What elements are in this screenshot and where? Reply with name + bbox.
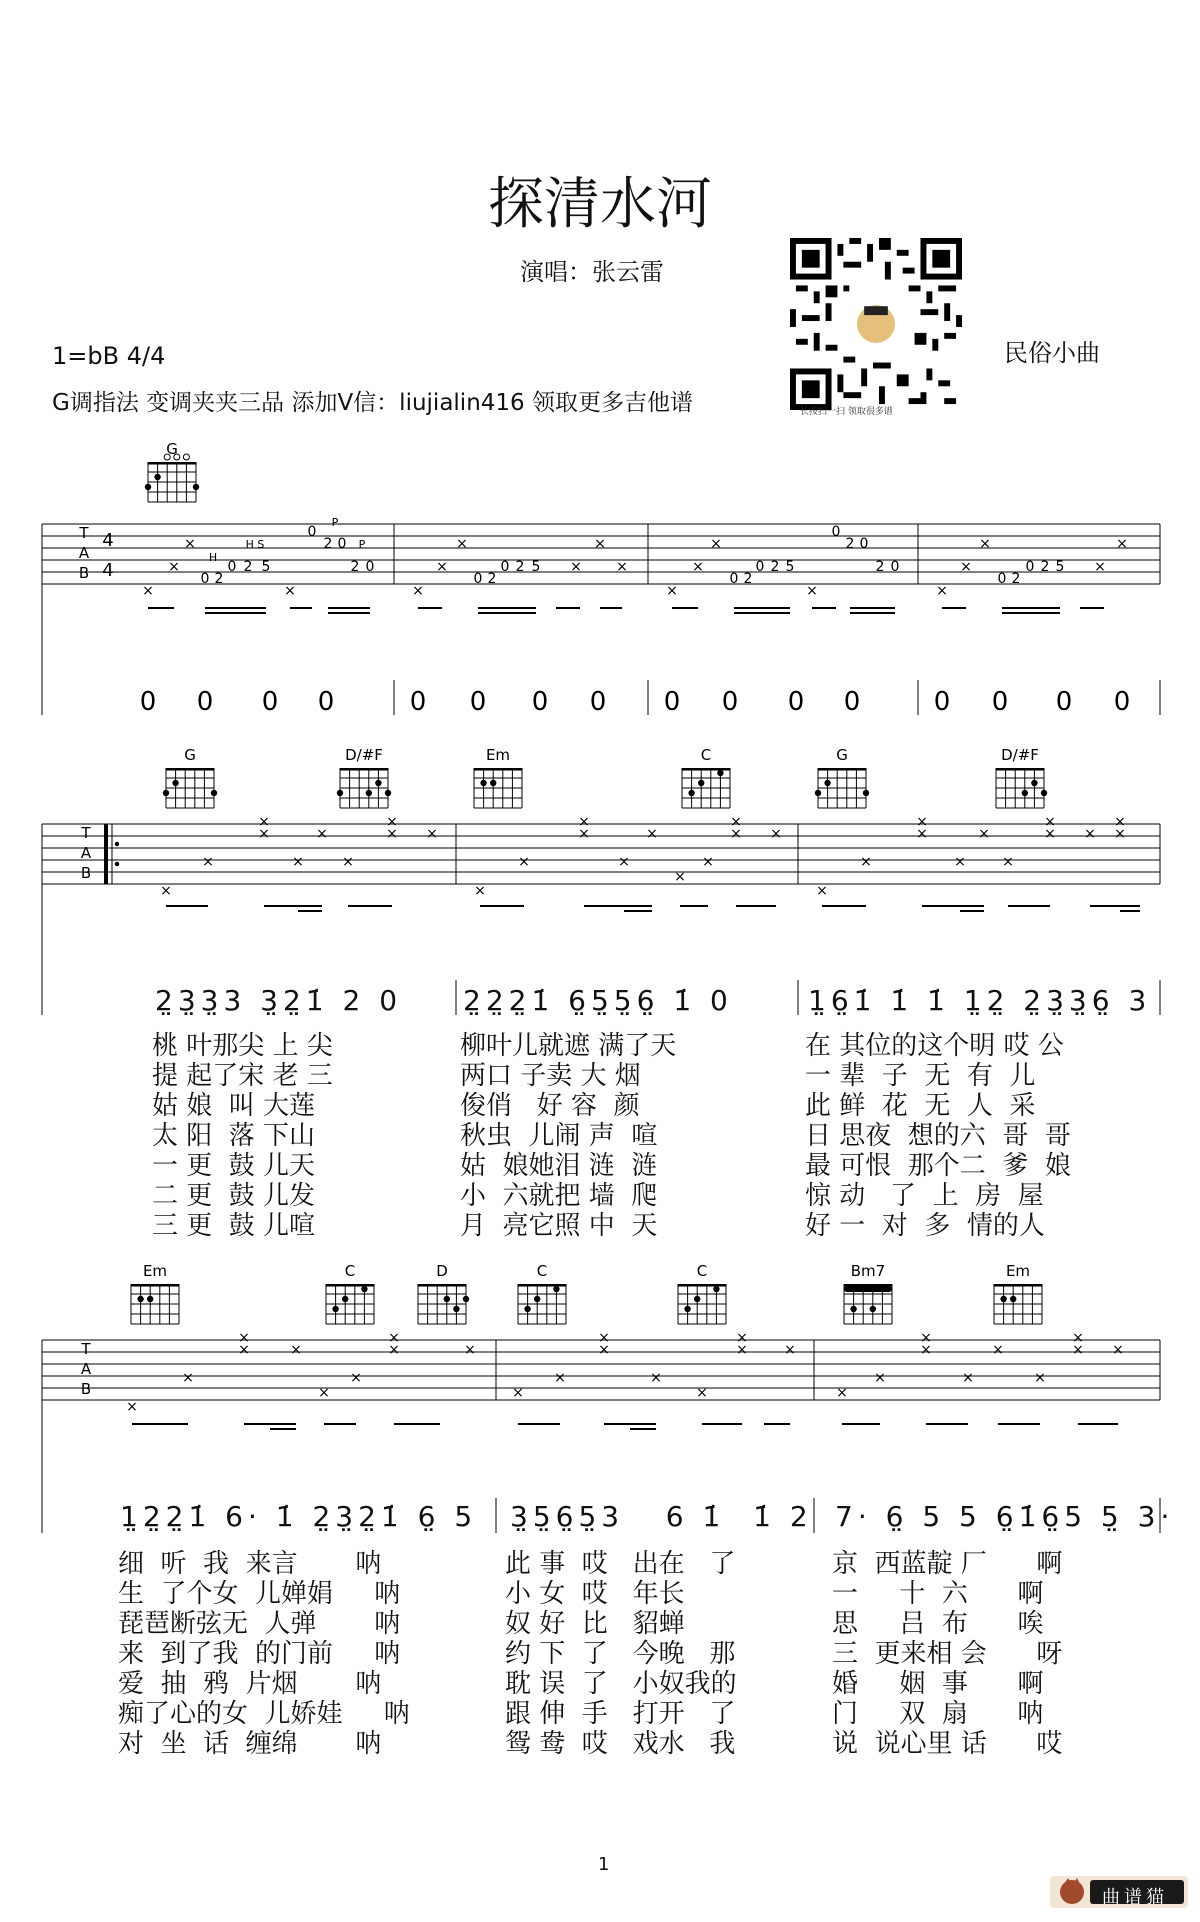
hammer-mark: H [208, 551, 218, 564]
system-1-strum-marks [160, 814, 1126, 899]
svg-text:0: 0 [473, 571, 483, 587]
system-2-tab [0, 1258, 1200, 1540]
svg-text:0: 0 [469, 687, 487, 717]
chord-label-em-3: Em [1005, 1262, 1031, 1280]
lyric-line: 三 更 鼓 儿喧 [152, 1211, 316, 1241]
intro-rhythm-beams [148, 608, 1104, 613]
svg-text:2: 2 [214, 571, 224, 587]
svg-text:×: × [920, 1330, 932, 1346]
svg-text:×: × [238, 1342, 250, 1358]
svg-text:×: × [962, 1370, 974, 1386]
lyric-line: 柳叶儿就遮 满了天 [460, 1031, 677, 1061]
svg-text:0: 0 [755, 559, 765, 575]
chord-diagram-em-3 [994, 1284, 1042, 1324]
svg-text:0: 0 [531, 687, 549, 717]
svg-text:×: × [474, 883, 486, 899]
lyric-line: 俊俏 好 容 颜 [460, 1091, 640, 1121]
svg-text:0: 0 [843, 687, 861, 717]
intro-jianpu-rests [140, 687, 1131, 717]
svg-text:×: × [512, 1385, 524, 1401]
svg-text:×: × [692, 559, 704, 575]
svg-text:×: × [386, 826, 398, 842]
svg-text:×: × [916, 826, 928, 842]
lyric-line: 一 更 鼓 儿天 [152, 1151, 316, 1181]
lyric-line: 耽 误 了 小奴我的 [505, 1669, 737, 1699]
svg-text:×: × [954, 854, 966, 870]
svg-text:×: × [816, 883, 828, 899]
svg-text:×: × [1044, 814, 1056, 830]
svg-text:×: × [784, 1342, 796, 1358]
lyric-line: 二 更 鼓 儿发 [152, 1181, 316, 1211]
svg-text:2: 2 [350, 559, 360, 575]
system-1-jianpu-measure-3: 1̤6̤1̇ 1̇ 1̇ 1̤2̤ 2̤3̤3̤6̤ 3 [808, 984, 1152, 1017]
svg-text:2: 2 [323, 536, 333, 552]
tab-letter-t-1: T [81, 824, 91, 842]
svg-text:0: 0 [196, 687, 214, 717]
chord-diagram-c-1 [682, 768, 730, 808]
chord-diagram-c-2 [326, 1284, 374, 1324]
svg-text:×: × [1044, 826, 1056, 842]
intro-tab-system [0, 430, 1200, 730]
lyric-line: 奴 好 比 貂蝉 [505, 1609, 685, 1639]
svg-text:×: × [284, 583, 296, 599]
chord-label-c-4: C [696, 1262, 708, 1280]
lyric-line: 日 思夜 想的六 哥 哥 [805, 1121, 1071, 1151]
svg-text:×: × [436, 559, 448, 575]
svg-text:2: 2 [243, 559, 253, 575]
chord-diagram-g [145, 454, 199, 502]
svg-text:×: × [836, 1385, 848, 1401]
svg-text:×: × [412, 583, 424, 599]
chord-label-em: Em [485, 746, 511, 764]
lyric-line: 太 阳 落 下山 [152, 1121, 316, 1151]
svg-text:0: 0 [1025, 559, 1035, 575]
site-logo[interactable] [1050, 1870, 1190, 1912]
svg-text:2: 2 [1011, 571, 1021, 587]
svg-text:×: × [770, 826, 782, 842]
lyric-line: 惊 动 了 上 房 屋 [805, 1181, 1044, 1211]
svg-text:×: × [388, 1342, 400, 1358]
svg-text:0: 0 [729, 571, 739, 587]
lyric-line: 月 亮它照 中 天 [460, 1211, 658, 1241]
svg-text:×: × [184, 536, 196, 552]
chord-diagram-g-2 [815, 768, 869, 808]
lyric-line: 此 鲜 花 无 人 采 [805, 1091, 1036, 1121]
lyric-line: 两口 子卖 大 烟 [460, 1061, 641, 1091]
svg-text:×: × [916, 814, 928, 830]
svg-text:×: × [616, 559, 628, 575]
svg-text:×: × [598, 1330, 610, 1346]
svg-text:0: 0 [997, 571, 1007, 587]
intro-measure-3-notes [666, 524, 899, 599]
qr-caption: 长按扫一扫 领取很多谱 [800, 407, 893, 417]
svg-text:0: 0 [991, 687, 1009, 717]
svg-text:0: 0 [831, 524, 841, 540]
svg-text:×: × [578, 814, 590, 830]
lyric-line: 姑 娘她泪 涟 涟 [460, 1151, 658, 1181]
system-2-jianpu-measure-1: 1̤2̤2̤1̇ 6· 1̇ 2̤3̤2̤1̇ 6̤ 5 [120, 1500, 478, 1533]
key-signature: 1=bB 4/4 [52, 342, 166, 370]
svg-text:×: × [1094, 559, 1106, 575]
chord-label-c-2: C [344, 1262, 356, 1280]
chord-label-g: G [184, 746, 196, 764]
lyric-line: 一 辈 子 无 有 儿 [805, 1061, 1036, 1091]
svg-text:×: × [1084, 826, 1096, 842]
svg-text:5: 5 [1055, 559, 1065, 575]
svg-text:×: × [350, 1370, 362, 1386]
svg-text:×: × [696, 1385, 708, 1401]
lyric-line: 三 更来相 会 呀 [832, 1639, 1063, 1669]
svg-text:5: 5 [785, 559, 795, 575]
chord-label-bm7: Bm7 [850, 1262, 886, 1280]
lyric-line: 京 西蓝靛 厂 啊 [832, 1549, 1063, 1579]
svg-text:×: × [518, 854, 530, 870]
svg-text:×: × [650, 1370, 662, 1386]
tab-letter-t: T [79, 524, 89, 542]
svg-text:×: × [1114, 826, 1126, 842]
svg-text:×: × [388, 1330, 400, 1346]
svg-text:0: 0 [589, 687, 607, 717]
svg-text:×: × [290, 1342, 302, 1358]
svg-text:0: 0 [890, 559, 900, 575]
svg-text:5: 5 [261, 559, 271, 575]
svg-text:×: × [960, 559, 972, 575]
system-2-jianpu-measure-3: 7· 6̤ 5 5 6̤1̇6̤5 5̤ 3· [835, 1500, 1175, 1533]
lyric-line: 姑 娘 叫 大莲 [152, 1091, 316, 1121]
svg-text:×: × [342, 854, 354, 870]
svg-text:×: × [1116, 536, 1128, 552]
intro-measure-1-notes [142, 524, 374, 599]
chord-label-d-fsharp: D/#F [345, 746, 383, 764]
svg-text:0: 0 [933, 687, 951, 717]
song-title: 探清水河 [488, 172, 712, 237]
lyric-line: 思 吕 布 唉 [832, 1609, 1044, 1639]
svg-text:2: 2 [875, 559, 885, 575]
svg-text:2: 2 [845, 536, 855, 552]
svg-text:×: × [666, 583, 678, 599]
svg-text:×: × [736, 1330, 748, 1346]
svg-text:0: 0 [317, 687, 335, 717]
lyric-line: 此 事 哎 出在 了 [505, 1549, 736, 1579]
svg-text:0: 0 [365, 559, 375, 575]
chord-diagram-g-1 [163, 768, 217, 808]
lyric-line: 门 双 扇 呐 [832, 1699, 1044, 1729]
lyric-line: 说 说心里 话 哎 [832, 1729, 1063, 1759]
chord-label-em-2: Em [142, 1262, 168, 1280]
svg-text:×: × [860, 854, 872, 870]
chord-label-c-3: C [536, 1262, 548, 1280]
svg-text:×: × [1114, 814, 1126, 830]
chord-diagram-c-4 [678, 1284, 726, 1324]
svg-text:0: 0 [500, 559, 510, 575]
qr-code-image[interactable] [790, 238, 962, 410]
svg-text:0: 0 [1055, 687, 1073, 717]
svg-text:×: × [318, 1385, 330, 1401]
chord-diagram-d-fsharp-1 [337, 768, 391, 808]
svg-text:×: × [386, 814, 398, 830]
lyric-line: 婚 姻 事 啊 [832, 1669, 1044, 1699]
tab-letter-a-2: A [80, 1360, 92, 1378]
chord-label-d-fsharp-2: D/#F [1001, 746, 1039, 764]
tab-letter-a-1: A [80, 844, 92, 862]
svg-text:0: 0 [663, 687, 681, 717]
svg-text:×: × [594, 536, 606, 552]
tab-letter-b-1: B [80, 864, 92, 882]
svg-text:×: × [992, 1342, 1004, 1358]
svg-text:×: × [710, 536, 722, 552]
chord-diagram-d-fsharp-2 [996, 768, 1047, 808]
svg-text:×: × [570, 559, 582, 575]
svg-text:×: × [874, 1370, 886, 1386]
lyric-line: 小 女 哎 年长 [505, 1579, 685, 1609]
playing-tips: G调指法 变调夹夹三品 添加V信：liujialin416 领取更多吉他谱 [52, 390, 693, 416]
svg-text:×: × [736, 1342, 748, 1358]
svg-text:×: × [258, 826, 270, 842]
svg-text:0: 0 [227, 559, 237, 575]
lyric-line: 小 六就把 墙 爬 [460, 1181, 658, 1211]
lyric-line: 最 可恨 那个二 爹 娘 [805, 1151, 1071, 1181]
svg-text:×: × [730, 814, 742, 830]
svg-text:×: × [142, 583, 154, 599]
svg-text:×: × [456, 536, 468, 552]
chord-diagram-em-2 [131, 1284, 179, 1324]
svg-text:×: × [674, 869, 686, 885]
lyric-line: 跟 伸 手 打开 了 [505, 1699, 736, 1729]
intro-measure-2-notes [412, 536, 628, 599]
svg-text:×: × [182, 1370, 194, 1386]
chord-label-g-2: G [836, 746, 848, 764]
svg-text:×: × [702, 854, 714, 870]
svg-text:×: × [464, 1342, 476, 1358]
svg-text:×: × [238, 1330, 250, 1346]
time-sig-bottom: 4 [102, 560, 114, 581]
page-number: 1 [598, 1854, 610, 1875]
tab-letter-t-2: T [81, 1340, 91, 1358]
chord-diagram-em-1 [474, 768, 522, 808]
svg-text:0: 0 [337, 536, 347, 552]
lyric-line: 约 下 了 今晚 那 [505, 1639, 736, 1669]
svg-text:0: 0 [200, 571, 210, 587]
svg-text:2: 2 [515, 559, 525, 575]
singer-credit: 演唱：张云雷 [520, 258, 664, 286]
lyric-line: 鸳 鸯 哎 戏水 我 [505, 1729, 736, 1759]
chord-diagram-bm7 [844, 1284, 892, 1324]
svg-text:2: 2 [743, 571, 753, 587]
system-2-strum-marks [126, 1330, 1124, 1415]
system-1-rhythm-beams [166, 906, 1140, 911]
svg-text:×: × [1002, 854, 1014, 870]
svg-text:×: × [598, 1342, 610, 1358]
svg-text:×: × [978, 826, 990, 842]
intro-measure-4-notes [936, 536, 1128, 599]
chord-label-c: C [700, 746, 712, 764]
svg-text:2: 2 [1040, 559, 1050, 575]
svg-text:×: × [426, 826, 438, 842]
svg-text:×: × [258, 814, 270, 830]
lyric-line: 在 其位的这个明 哎 公 [805, 1031, 1064, 1061]
svg-text:×: × [979, 536, 991, 552]
svg-text:×: × [806, 583, 818, 599]
lyric-line: 一 十 六 啊 [832, 1579, 1044, 1609]
svg-text:×: × [168, 559, 180, 575]
svg-text:×: × [1072, 1342, 1084, 1358]
tab-letter-b-2: B [80, 1380, 92, 1398]
svg-text:2: 2 [487, 571, 497, 587]
tab-letter-b: B [78, 564, 90, 582]
tab-letter-a: A [78, 544, 90, 562]
pull-mark-2: P [358, 538, 366, 551]
svg-text:0: 0 [1113, 687, 1131, 717]
svg-text:0: 0 [409, 687, 427, 717]
system-1-jianpu-measure-1: 2̤3̤3̤3 3̤2̤1̇ 2 0 [155, 984, 403, 1017]
svg-text:×: × [646, 826, 658, 842]
lyric-line: 提 起了宋 老 三 [152, 1061, 333, 1091]
svg-text:×: × [1034, 1370, 1046, 1386]
svg-text:×: × [126, 1399, 138, 1415]
svg-text:2: 2 [770, 559, 780, 575]
chord-diagram-d [418, 1284, 469, 1324]
genre-label: 民俗小曲 [1004, 339, 1100, 367]
svg-text:0: 0 [139, 687, 157, 717]
intro-chord-label: G [166, 440, 178, 458]
lyric-line: 琵琶断弦无 人弹 呐 [118, 1609, 401, 1639]
lyric-line: 桃 叶那尖 上 尖 [152, 1031, 333, 1061]
system-1-jianpu-measure-2: 2̤2̤2̤1̇ 6̤5̤5̤6̤ 1̇ 0 [463, 984, 733, 1017]
lyric-line: 痴了心的女 儿娇娃 呐 [118, 1699, 410, 1729]
lyric-line: 秋虫 儿闹 声 喧 [460, 1121, 658, 1151]
lyric-line: 细 听 我 来言 呐 [118, 1549, 382, 1579]
svg-text:×: × [554, 1370, 566, 1386]
svg-text:0: 0 [859, 536, 869, 552]
svg-text:×: × [578, 826, 590, 842]
svg-text:×: × [292, 854, 304, 870]
chord-label-d: D [436, 1262, 448, 1280]
svg-text:×: × [160, 883, 172, 899]
svg-text:×: × [202, 854, 214, 870]
lyric-line: 好 一 对 多 情的人 [805, 1211, 1045, 1241]
svg-text:5: 5 [531, 559, 541, 575]
pull-mark: P [331, 516, 339, 529]
lyric-line: 生 了个女 儿婵娟 呐 [118, 1579, 401, 1609]
svg-text:×: × [920, 1342, 932, 1358]
lyric-line: 来 到了我 的门前 呐 [118, 1639, 401, 1669]
svg-text:×: × [1072, 1330, 1084, 1346]
logo-text: 曲谱猫 [1102, 1887, 1168, 1908]
chord-diagram-c-3 [518, 1284, 566, 1324]
svg-text:×: × [936, 583, 948, 599]
svg-text:×: × [1112, 1342, 1124, 1358]
svg-text:0: 0 [787, 687, 805, 717]
time-sig-top: 4 [102, 530, 114, 551]
system-2-jianpu-measure-2: 3̤5̤6̤5̤3 6 1̇ 1̇ 2 [510, 1500, 813, 1533]
svg-text:×: × [618, 854, 630, 870]
svg-text:×: × [316, 826, 328, 842]
system-1-tab [0, 740, 1200, 1020]
lyric-line: 对 坐 话 缠绵 呐 [118, 1729, 382, 1759]
system-2-rhythm-beams [132, 1424, 1118, 1429]
lyric-line: 爱 抽 鸦 片烟 呐 [118, 1669, 382, 1699]
hammer-slide-mark: H S [245, 538, 265, 551]
svg-text:0: 0 [261, 687, 279, 717]
svg-text:×: × [730, 826, 742, 842]
svg-text:0: 0 [721, 687, 739, 717]
svg-text:0: 0 [307, 524, 317, 540]
